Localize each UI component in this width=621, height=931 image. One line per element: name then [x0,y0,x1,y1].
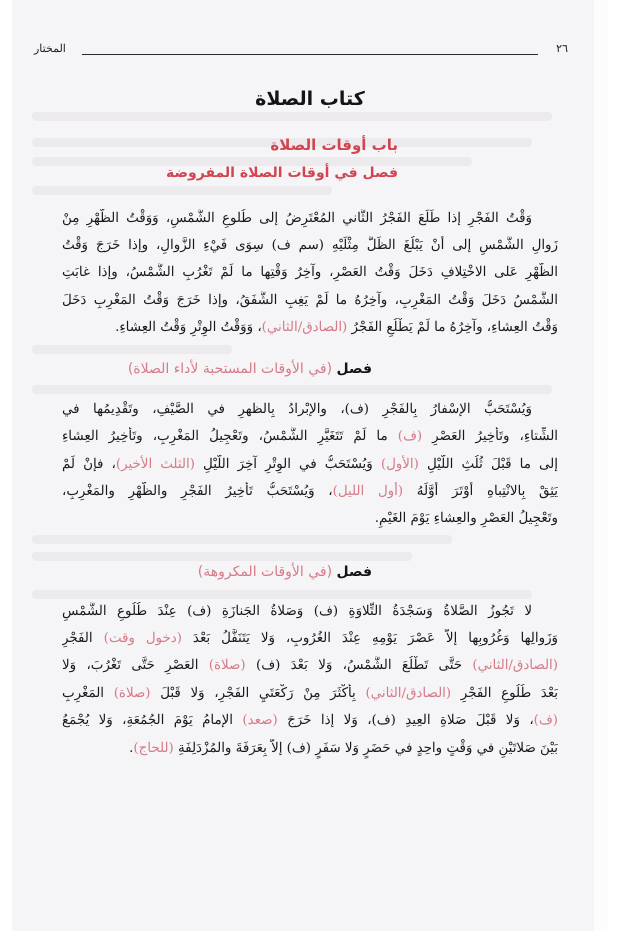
insertion-note: (الصادق/الثاني) [261,320,348,335]
paragraph-line: الشِّتاءِ، وتَأْخِيرُ العَصْرِ (ف) ما لَمْ تَتَغَيَّرِ الشَّمْسُ، وتَعْجِيلُ المَغْرِبِ، وتَأْخِيرُ العِشاءِ [62,429,558,444]
fasl-keyword: فصل [336,361,372,377]
insertion-note: (دخول وقت) [103,631,182,646]
insertion-note: (للحاج) [133,741,174,756]
section-2-title: (في الأوقات المستحبة لأداء الصلاة) [127,361,333,377]
book-page [12,0,608,931]
insertion-note: (أول الليل) [332,484,404,499]
paragraph-line: بَعْدَ طُلُوعِ الفَجْرِ (الصادق/الثاني) بِأَكْثَرَ مِنْ رَكْعَتَيِ الفَجْرِ، وَلا قَبْلَ (صلاة) المَغْرِبِ [62,686,558,701]
section-3-title: (في الأوقات المكروهة) [197,564,333,580]
paragraph-line: وَزَوالِها وَغُرُوبِها إلاَّ عَصْرَ يَوْمِهِ عِنْدَ الغُرُوبِ، وَلا يَتَنَفَّلُ بَعْدَ (دخول وقت) الفَجْرِ [62,631,558,646]
paragraph-line: وتَعْجِيلُ العَصْرِ والعِشاءِ يَوْمَ الغَيْمِ. [374,511,558,526]
fasl-keyword: فصل [336,564,372,580]
header-rule [82,54,538,55]
insertion-note: (الثلث الأخير) [115,457,195,472]
insertion-note: (صعد) [242,713,278,728]
insertion-note: (ف) [397,429,423,444]
paragraph-line: زَوالِ الشَّمْسِ إلى أَنْ يَبْلُغَ الظِّلُّ مِثْلَيْهِ (سم ف) سِوَى فَيْءِ الزَّوالِ، وإذا خَرَجَ وَقْتُ [62,238,558,253]
paragraph-line: (الصادق/الثاني) حَتَّى تَطْلُعَ الشَّمْسُ، وَلا بَعْدَ (ف) (صلاة) العَصْرِ حَتَّى تَغْرُبَ، وَلا [62,658,558,673]
chapter-title: باب أوقات الصلاة [270,136,398,154]
running-title: المختار [34,42,66,55]
paragraph-line: وَقْتُ العِشاءِ، وآخِرُهُ ما لَمْ يَطْلُعِ الفَجْرُ (الصادق/الثاني)، وَوَقْتُ الوِتْرِ وَقْتُ العِشاءِ. [115,320,558,335]
insertion-note: (الأول) [380,457,419,472]
paragraph-line: إلى ما قَبْلَ ثُلُثِ اللَّيْلِ (الأول) وَيُسْتَحَبُّ في الوِتْرِ آخِرَ اللَّيْلِ (الثلث الأخير)، فإنْ لَمْ [62,457,558,472]
insertion-note: (الصادق/الثاني) [365,686,452,701]
paragraph-line: (ف)، وَلا قَبْلَ صَلاةِ العِيدِ (ف)، وَلا إذا خَرَجَ (صعد) الإمامُ يَوْمَ الجُمُعَةِ، وَلا يُجْمَعُ [62,713,558,728]
paragraph-line: بَيْنَ صَلاتَيْنِ في وَقْتٍ واحِدٍ في حَضَرٍ وَلا سَفَرٍ (ف) إلاَّ بِعَرَفَةَ والمُزْدَلِفَةِ (للحاج). [129,741,558,756]
page-edge [594,0,608,931]
section-3-heading [198,564,372,580]
insertion-note: (الصادق/الثاني) [472,658,558,673]
paragraph-line: الشَّمْسُ دَخَلَ وَقْتُ المَغْرِبِ، وآخِرُهُ ما لَمْ يَغِبِ الشَّفَقُ، وإذا خَرَجَ وَقْتُ المَغْرِبِ دَخَلَ [62,293,558,308]
insertion-note: (ف) [533,713,558,728]
paragraph-line: يَثِقْ بِالانْتِباهِ أَوْتَرَ أَوَّلَهُ (أول الليل)، وَيُسْتَحَبُّ تَأْخِيرُ الفَجْرِ والظُّهْرِ والمَغْرِبِ، [62,484,558,499]
book-title: كتاب الصلاة [255,88,365,110]
paragraph-line: الظُّهْرِ عَلى الاخْتِلافِ دَخَلَ وَقْتُ العَصْرِ، وآخِرُ وَقْتِها ما لَمْ تَغْرُبِ الشَّمْسُ، وإذا غابَتِ [62,265,558,280]
insertion-note: (صلاة) [208,658,246,673]
page-number: ٢٦ [556,42,568,55]
paragraph-line: لا تَجُوزُ الصَّلاةُ وَسَجْدَةُ التِّلاوَةِ (ف) وَصَلاةُ الجَنازَةِ (ف) عِنْدَ طُلُوعِ الشَّمْسِ [62,604,532,619]
insertion-note: (صلاة) [113,686,151,701]
paragraph-line: وَقْتُ الفَجْرِ إذا طَلَعَ الفَجْرُ الثَّاني المُعْتَرِضُ إلى طُلوعِ الشَّمْسِ، وَوَقْتُ الظُّهْرِ مِنْ [62,211,532,226]
section-2-heading [128,361,372,377]
paragraph-line: وَيُسْتَحَبُّ الإسْفارُ بِالفَجْرِ (ف)، والإبْرادُ بِالظهرِ في الصَّيْفِ، وتَقْدِيمُها في [62,402,532,417]
running-header [34,40,568,60]
section-1-title: فصل في أوقات الصلاة المفروضة [166,165,398,181]
